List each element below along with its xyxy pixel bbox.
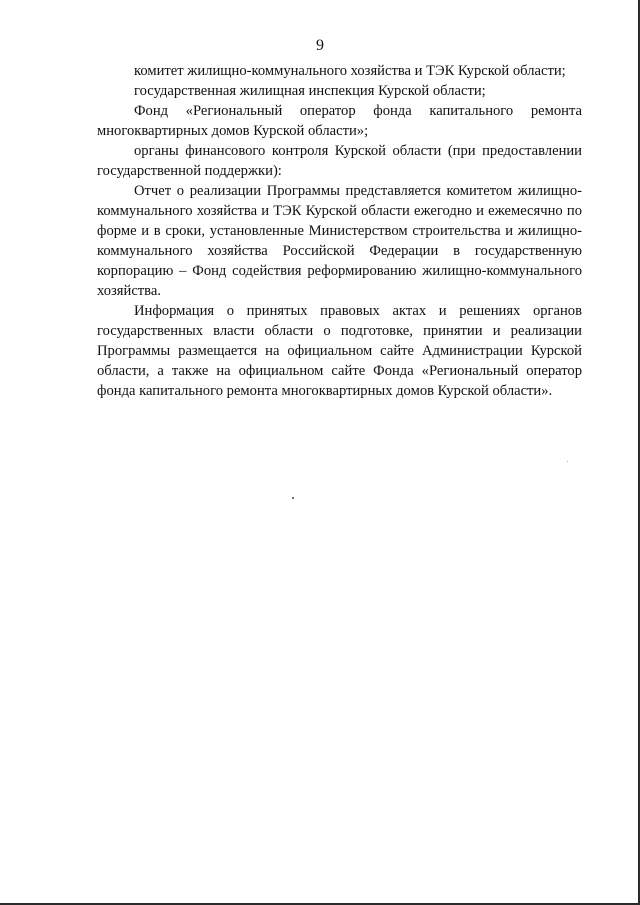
paragraph-financial-control: органы финансового контроля Курской области (при предоставлении государственной поддержки): [97,143,582,179]
page-number: 9 [316,37,324,54]
scan-speck [567,461,568,462]
document-body [97,61,582,401]
paragraph-housing-committee: комитет жилищно-коммунального хозяйства и ТЭК Курской области; [134,63,566,79]
paragraph-information-publication: Информация о принятых правовых актах и решениях органов государственных власти области о подготовке, принятии и реализации Программы размещается на официальном сайте Администрации Курской области, а также на официальном сайте Фонда «Региональный оператор фонда капитального ремонта многоквартирных домов Курской области». [97,303,582,399]
scan-speck [292,497,294,499]
paragraph-housing-inspection: государственная жилищная инспекция Курской области; [134,83,486,99]
paragraph-program-report: Отчет о реализации Программы представляется комитетом жилищно-коммунального хозяйства и ТЭК Курской области ежегодно и ежемесячно по форме и в сроки, установленные Министерством строительства и жилищно-коммунального хозяйства Российской Федерации в государственную корпорацию – Фонд содействия реформированию жилищно-коммунального хозяйства. [97,183,582,299]
paragraph-regional-fund: Фонд «Региональный оператор фонда капитального ремонта многоквартирных домов Курской области»; [97,103,582,139]
